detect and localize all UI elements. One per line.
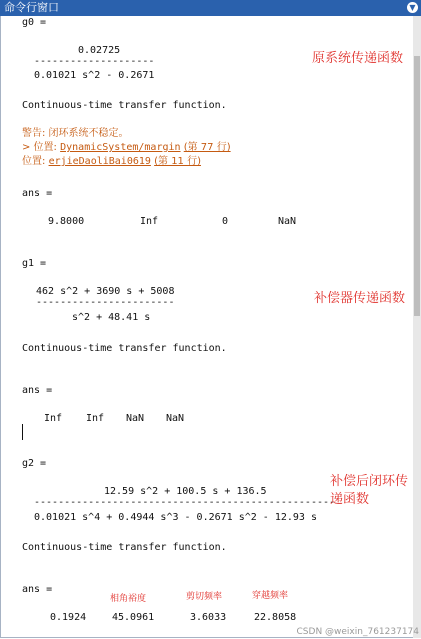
warning-location-2-prefix: 位置: xyxy=(22,156,49,167)
ans1-value-4: NaN xyxy=(278,216,297,227)
ans2-value-1: Inf xyxy=(44,413,63,424)
annotation-closed-loop-tf-2: 递函数 xyxy=(330,492,370,507)
watermark: CSDN @weixin_761237174 xyxy=(296,627,419,637)
annotation-closed-loop-tf-1: 补偿后闭环传 xyxy=(330,474,409,489)
ans1-value-1: 9.8000 xyxy=(48,216,85,227)
ans1-label: ans = xyxy=(22,188,53,199)
script-source-link[interactable]: erjieDaoliBai0619 xyxy=(48,156,151,167)
margin-source-link[interactable]: DynamicSystem/margin xyxy=(60,142,181,153)
scrollbar-thumb[interactable] xyxy=(414,56,420,316)
g1-fraction-bar: ----------------------- xyxy=(36,297,175,308)
ans3-value-1: 0.1924 xyxy=(50,612,87,623)
ans3-value-2: 45.0961 xyxy=(112,612,155,623)
g0-fraction-bar: -------------------- xyxy=(34,56,155,67)
g1-description: Continuous-time transfer function. xyxy=(22,343,227,354)
annotation-crossover-freq: 剪切频率 xyxy=(186,592,223,602)
vertical-scrollbar[interactable] xyxy=(413,16,421,638)
g1-numerator: 462 s^2 + 3690 s + 5008 xyxy=(36,286,175,297)
g0-numerator: 0.02725 xyxy=(78,45,121,56)
window-title: 命令行窗口 xyxy=(4,1,59,14)
annotation-phase-margin: 相角裕度 xyxy=(110,594,147,604)
ans1-value-2: Inf xyxy=(140,216,159,227)
ans2-label: ans = xyxy=(22,385,53,396)
annotation-phase-crossover-freq: 穿越频率 xyxy=(252,591,289,601)
ans2-value-2: Inf xyxy=(86,413,105,424)
ans3-value-3: 3.6033 xyxy=(190,612,227,623)
warning-location-2 xyxy=(22,156,201,168)
ans3-label: ans = xyxy=(22,584,53,595)
g2-fraction-bar: -------------------------------------------------- xyxy=(34,497,336,508)
g0-description: Continuous-time transfer function. xyxy=(22,100,227,111)
text-cursor xyxy=(22,424,23,440)
ans2-value-4: NaN xyxy=(166,413,185,424)
g2-numerator: 12.59 s^2 + 100.5 s + 136.5 xyxy=(104,486,267,497)
g1-label: g1 = xyxy=(22,258,47,269)
warning-location-1 xyxy=(22,142,231,154)
window-menu-chevron-icon[interactable]: ▼ xyxy=(407,2,418,13)
margin-line-link[interactable]: (第 77 行) xyxy=(183,142,231,153)
script-line-link[interactable]: (第 11 行) xyxy=(154,156,201,167)
ans3-value-4: 22.8058 xyxy=(254,612,297,623)
g2-label: g2 = xyxy=(22,458,47,469)
annotation-plant-tf: 原系统传递函数 xyxy=(312,51,404,66)
g2-description: Continuous-time transfer function. xyxy=(22,542,227,553)
g0-label: g0 = xyxy=(22,17,47,28)
ans2-value-3: NaN xyxy=(126,413,145,424)
annotation-compensator-tf: 补偿器传递函数 xyxy=(314,291,406,306)
warning-message: 警告: 闭环系统不稳定。 xyxy=(22,128,129,139)
title-bar xyxy=(0,0,421,16)
command-window-content[interactable] xyxy=(0,16,412,638)
warning-location-1-prefix: > 位置: xyxy=(22,142,61,153)
ans1-value-3: 0 xyxy=(222,216,229,227)
g2-denominator: 0.01021 s^4 + 0.4944 s^3 - 0.2671 s^2 - 12.93 s xyxy=(34,512,317,523)
g0-denominator: 0.01021 s^2 - 0.2671 xyxy=(34,70,155,81)
g1-denominator: s^2 + 48.41 s xyxy=(72,312,151,323)
